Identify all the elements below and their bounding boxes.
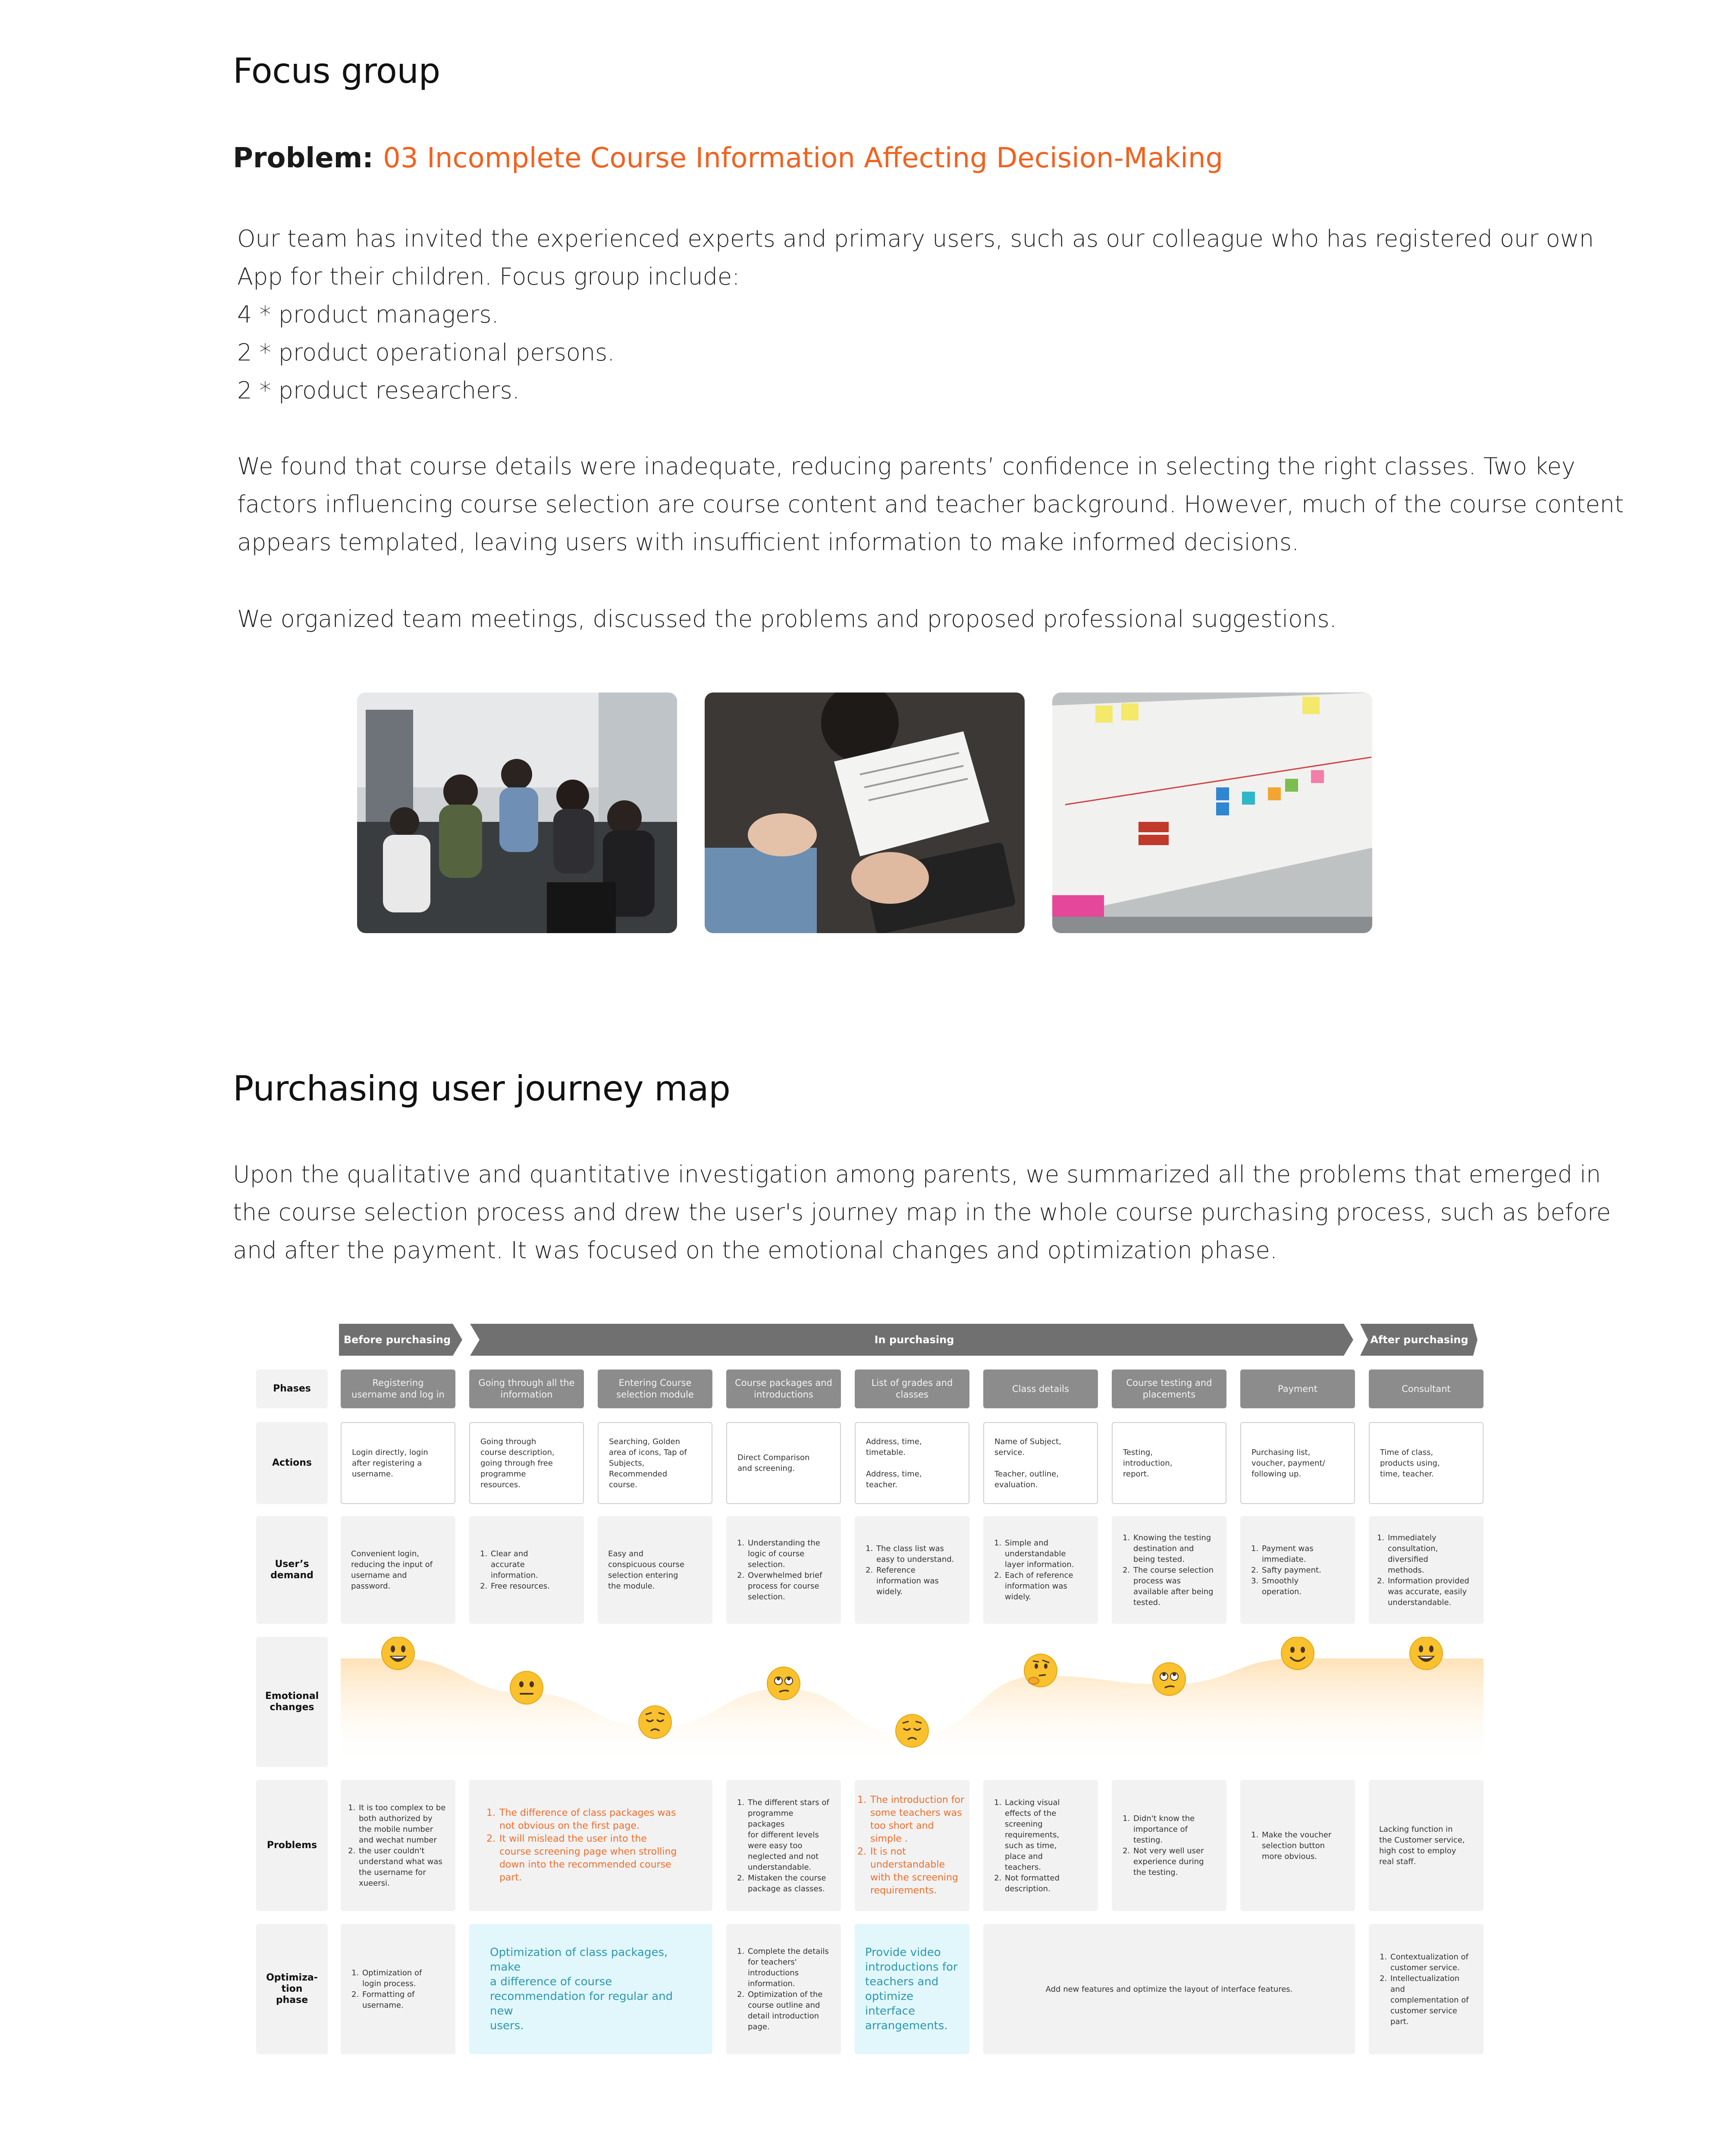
photo-whiteboard-journey-map xyxy=(1052,693,1372,933)
problem-cell: 1. Didn't know the importance of testing. 2. Not very well user experience during the testing. xyxy=(1112,1780,1226,1911)
para-line: factors influencing course selection are course content and teacher background. However, much of the course content xyxy=(237,491,1624,518)
problem-cell: 1. It is too complex to be both authorized by the mobile number and wechat number 2. the user couldn't understand what was the username for xueersi. xyxy=(341,1780,455,1911)
action-cell xyxy=(726,1422,841,1504)
problem-label: Problem: xyxy=(233,142,373,174)
para-line: We found that course details were inadequate, reducing parents’ confidence in selecting the right classes. Two key xyxy=(237,453,1575,480)
para-line: the course selection process and drew the user's journey map in the whole course purchasing process, such as before xyxy=(233,1199,1611,1226)
row-label-demand: User’s demand xyxy=(256,1516,328,1624)
para-line: 2 * product operational persons. xyxy=(237,339,615,366)
problem-cell: 1. Make the voucher selection button more obvious. xyxy=(1240,1780,1355,1911)
action-cell xyxy=(598,1422,712,1504)
demand-cell: 1. Understanding the logic of course selection. 2. Overwhelmed brief process for course selection. xyxy=(726,1516,841,1624)
action-cell xyxy=(1112,1422,1226,1504)
row-label-optimization: Optimiza- tion phase xyxy=(256,1924,328,2054)
demand-cell: 1. Simple and understandable layer information. 2. Each of reference information was widely. xyxy=(983,1516,1098,1624)
action-text: Purchasing list, voucher, payment/ following up. xyxy=(1251,1448,1325,1479)
action-cell xyxy=(1240,1422,1355,1504)
demand-cell: Easy and conspicuous course selection entering the module. xyxy=(598,1516,712,1624)
action-cell xyxy=(341,1422,455,1504)
stage-after-label: After purchasing xyxy=(1370,1334,1468,1346)
photo-reviewing-documents xyxy=(705,693,1025,933)
row-label-problems: Problems xyxy=(256,1780,328,1911)
smile-face-icon xyxy=(1281,1637,1314,1670)
action-cell xyxy=(855,1422,969,1504)
photo-focus-group-meeting xyxy=(357,693,677,933)
problem-highlight: 03 Incomplete Course Information Affecting Decision-Making xyxy=(383,142,1223,174)
action-cell xyxy=(1369,1422,1484,1504)
emotion-curve xyxy=(341,1637,1484,1767)
phase-cell: Payment xyxy=(1240,1369,1355,1408)
focus-group-paragraph-1 xyxy=(237,220,1594,410)
optimization-cell: 1. Optimization of login process. 2. Formatting of username. xyxy=(341,1924,455,2054)
para-line: 4 * product managers. xyxy=(237,301,499,328)
problem-cell: Lacking function in the Customer service, high cost to employ real staff. xyxy=(1369,1780,1484,1911)
para-line: appears templated, leaving users with insufficient information to make informed decisions. xyxy=(237,529,1299,556)
optimization-cell-highlight: Optimization of class packages, make a difference of course recommendation for regular and new users. xyxy=(469,1924,712,2054)
para-line: Our team has invited the experienced experts and primary users, such as our colleague who has registered our own xyxy=(237,225,1594,252)
demand-cell: 1. Knowing the testing destination and being tested. 2. The course selection process was available after being tested. xyxy=(1112,1516,1226,1624)
problem-cell: 1. The different stars of programme packages for different levels were easy too neglected and not understandable. 2. Mistaken the course package as classes. xyxy=(726,1780,841,1911)
optimization-cell: 1. Complete the details for teachers' introductions information. 2. Optimization of the course outline and detail introduction page. xyxy=(726,1924,841,2054)
stage-in-label: In purchasing xyxy=(874,1334,954,1346)
phase-cell: Course testing and placements xyxy=(1112,1369,1226,1408)
para-line: Upon the qualitative and quantitative investigation among parents, we summarized all the problems that emerged in xyxy=(233,1161,1601,1188)
demand-cell: Convenient login, reducing the input of username and password. xyxy=(341,1516,455,1624)
optimization-cell-highlight: Provide video introductions for teachers and optimize interface arrangements. xyxy=(855,1924,969,2054)
focus-group-paragraph-2 xyxy=(237,448,1624,561)
emotion-area xyxy=(341,1658,1484,1767)
focus-group-paragraph-3 xyxy=(237,600,1337,638)
para-line: App for their children. Focus group include: xyxy=(237,263,740,290)
problem-cell-highlight: 1. The introduction for some teachers was too short and simple . 2. It is not understandable with the screening requirements. xyxy=(855,1780,969,1911)
action-text: Address, time, timetable. Address, time, teacher. xyxy=(866,1437,922,1489)
action-text: Time of class, products using, time, teacher. xyxy=(1380,1448,1440,1479)
optimization-cell: 1. Contextualization of customer service. 2. Intellectualization and complementation of customer service part. xyxy=(1369,1924,1484,2054)
phase-cell: Registering username and log in xyxy=(341,1369,455,1408)
action-cell xyxy=(983,1422,1098,1504)
demand-cell: 1. Clear and accurate information. 2. Free resources. xyxy=(469,1516,584,1624)
demand-cell: 1. Immediately consultation, diversified methods. 2. Information provided was accurate, easily understandable. xyxy=(1369,1516,1484,1624)
row-label-emotions: Emotional changes xyxy=(256,1637,328,1767)
para-line: 2 * product researchers. xyxy=(237,377,520,404)
phase-cell: Entering Course selection module xyxy=(598,1369,712,1408)
demand-cell: 1. The class list was easy to understand. 2. Reference information was widely. xyxy=(855,1516,969,1624)
problem-cell: 1. Lacking visual effects of the screening requirements, such as time, place and teachers. 2. Not formatted description. xyxy=(983,1780,1098,1911)
grinning-face-icon xyxy=(1410,1637,1443,1670)
demand-cell: 1. Payment was immediate. 2. Safty payment. 3. Smoothly operation. xyxy=(1240,1516,1355,1624)
action-text: Direct Comparison and screening. xyxy=(737,1453,810,1473)
stage-before-label: Before purchasing xyxy=(343,1334,451,1346)
phase-cell: Class details xyxy=(983,1369,1098,1408)
row-label-phases: Phases xyxy=(256,1369,328,1408)
journey-map-title: Purchasing user journey map xyxy=(233,1069,731,1109)
pensive-face-icon xyxy=(639,1706,671,1739)
eye-roll-face-icon xyxy=(1153,1663,1186,1695)
phase-cell: List of grades and classes xyxy=(855,1369,969,1408)
para-line: We organized team meetings, discussed the problems and proposed professional suggestions. xyxy=(237,605,1337,633)
action-text: Testing, introduction, report. xyxy=(1123,1448,1173,1479)
action-text: Searching, Golden area of icons, Tap of Subjects, Recommended course. xyxy=(609,1437,687,1489)
optimization-cell-merged: Add new features and optimize the layout of interface features. xyxy=(983,1924,1355,2054)
row-label-actions: Actions xyxy=(256,1422,328,1504)
action-text: Login directly, login after registering a username. xyxy=(352,1448,428,1479)
problem-cell-highlight: 1. The difference of class packages was not obvious on the first page. 2. It will mislead the user into the course screening page when strolling down into the recommended course part. xyxy=(469,1780,712,1911)
problem-statement xyxy=(233,142,1223,174)
neutral-face-icon xyxy=(510,1671,543,1704)
phase-cell: Consultant xyxy=(1369,1369,1484,1408)
grinning-face-icon xyxy=(382,1637,414,1670)
para-line: and after the payment. It was focused on the emotional changes and optimization phase. xyxy=(233,1237,1277,1264)
action-cell xyxy=(469,1422,584,1504)
action-text: Going through course description, going through free programme resources. xyxy=(480,1437,555,1489)
phase-cell: Course packages and introductions xyxy=(726,1369,841,1408)
eye-roll-face-icon xyxy=(767,1667,800,1700)
action-text: Name of Subject, service. Teacher, outline, evaluation. xyxy=(994,1437,1061,1489)
focus-group-title: Focus group xyxy=(233,51,440,91)
pensive-face-icon xyxy=(896,1714,928,1747)
journey-intro xyxy=(233,1156,1611,1269)
thinking-face-icon xyxy=(1024,1654,1057,1687)
phase-cell: Going through all the information xyxy=(469,1369,584,1408)
